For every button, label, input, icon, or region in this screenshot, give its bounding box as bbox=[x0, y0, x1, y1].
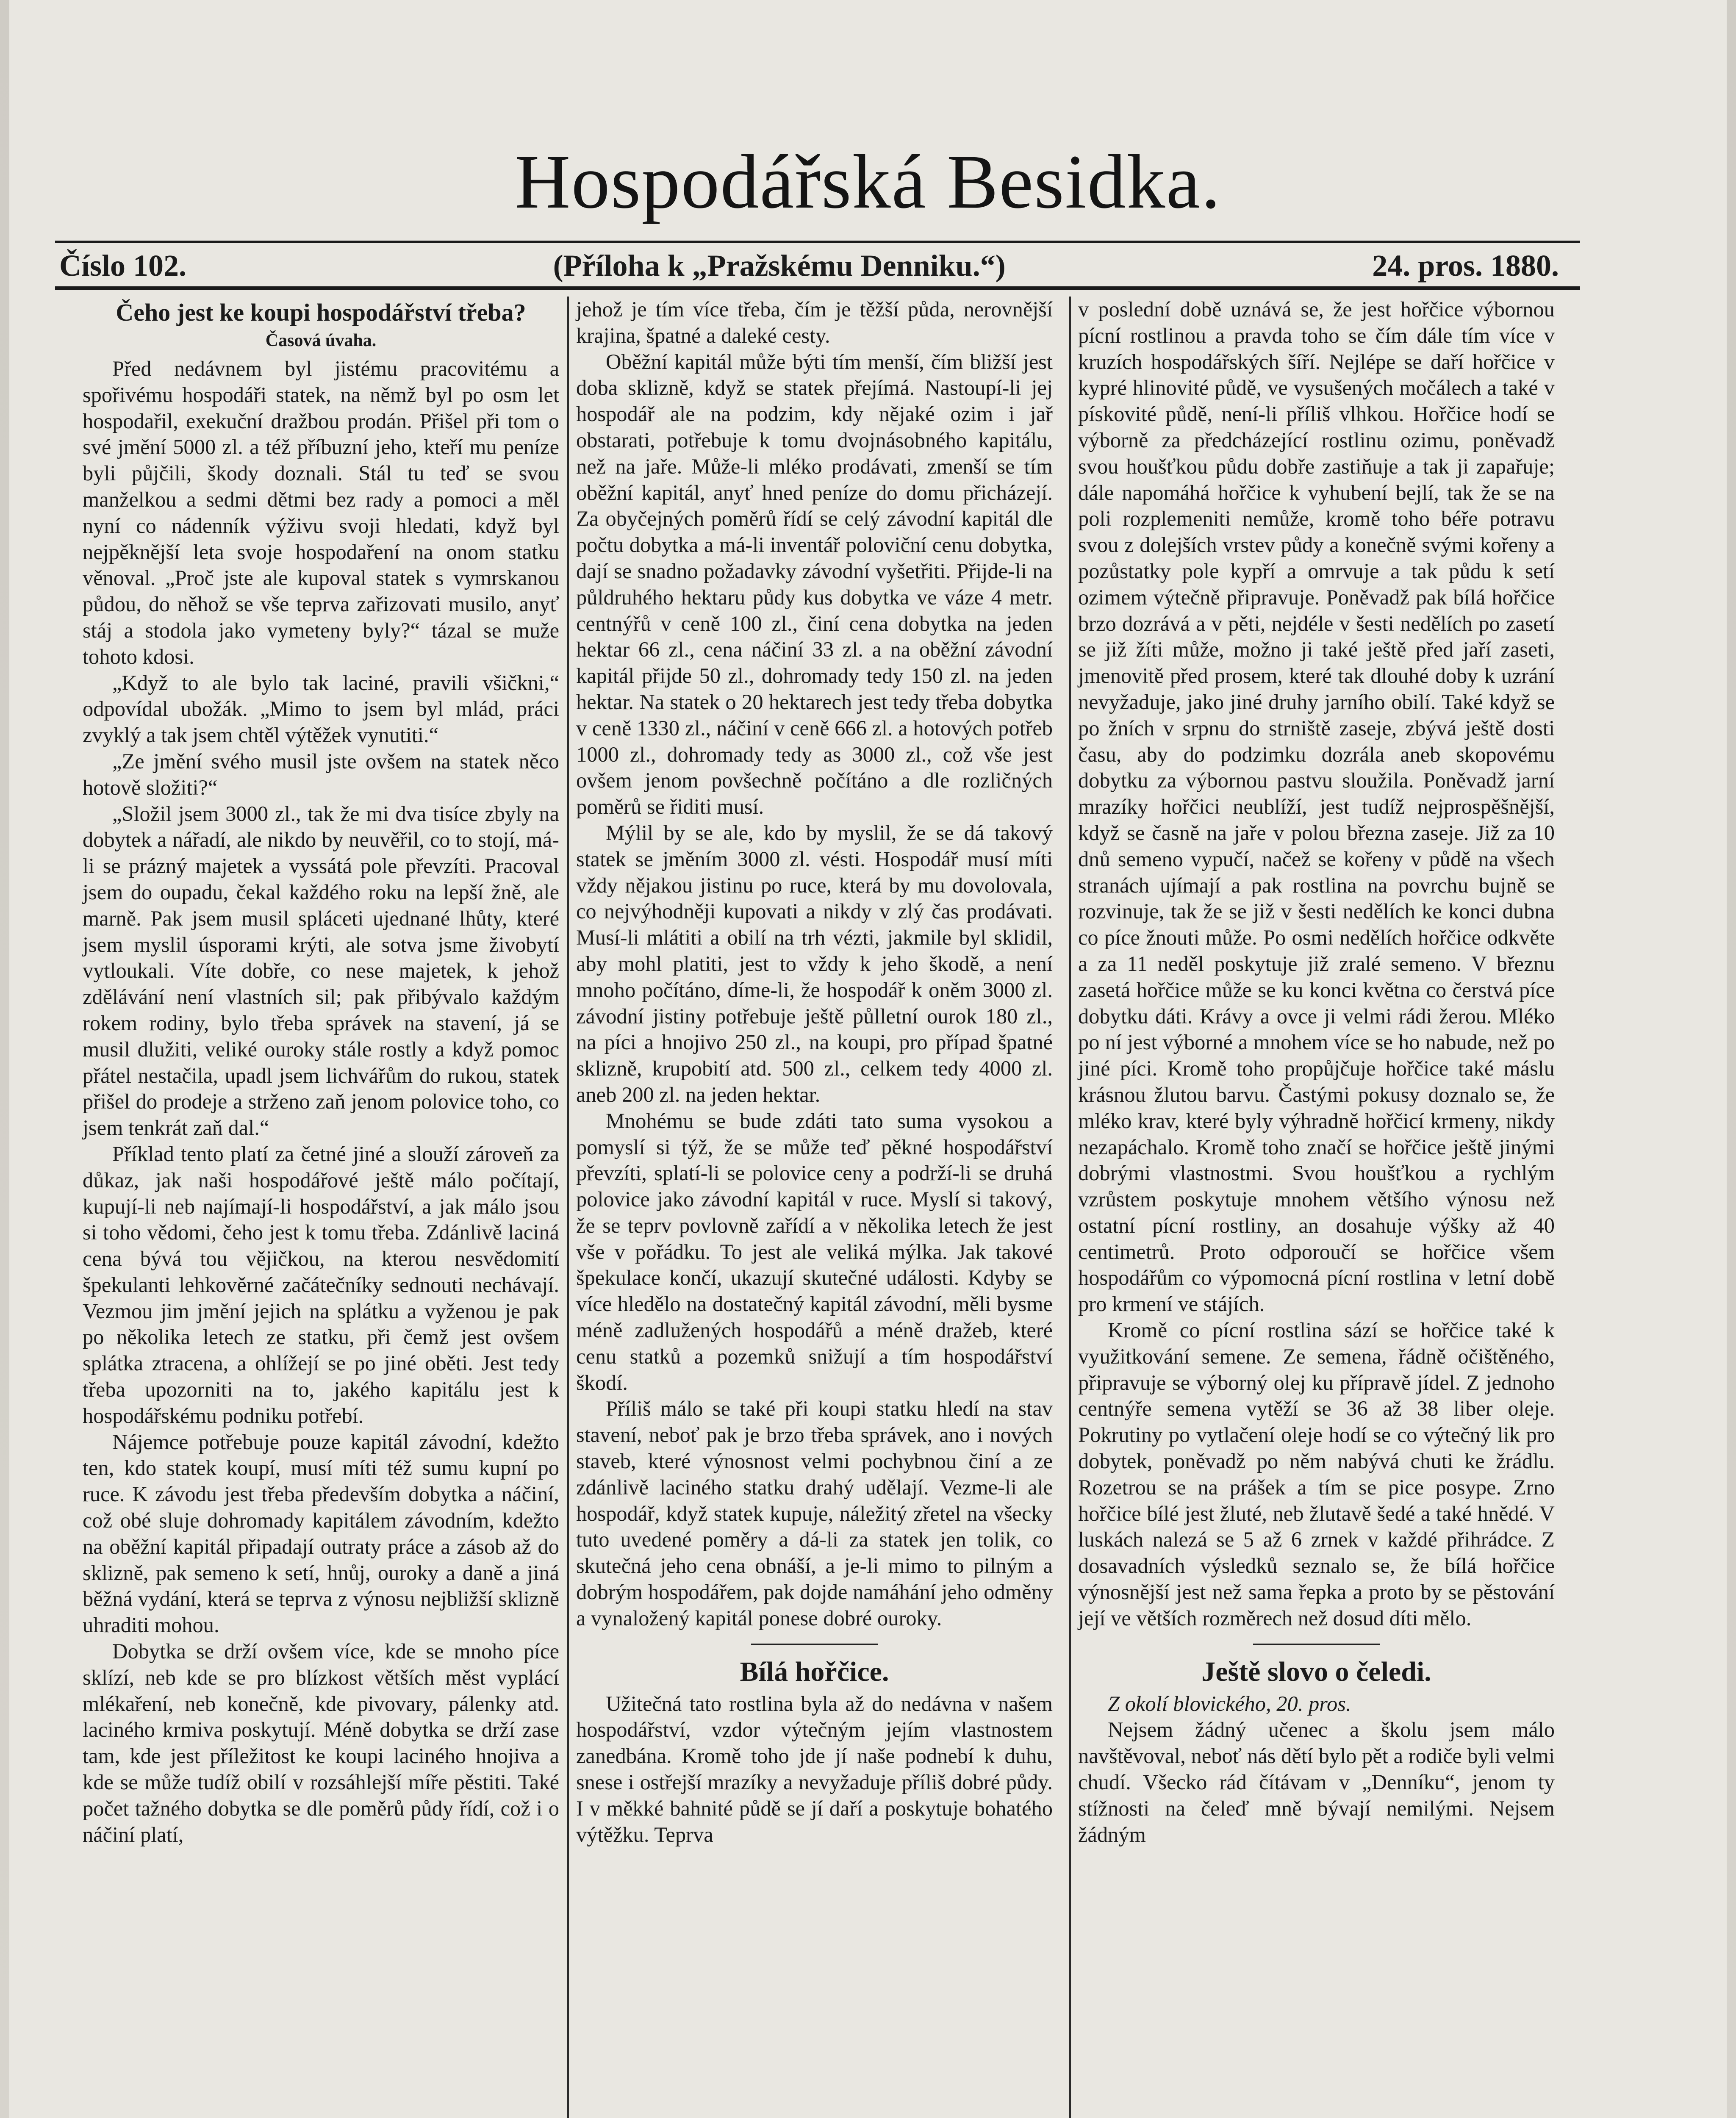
section-divider bbox=[1253, 1644, 1380, 1645]
paragraph: Nájemce potřebuje pouze kapitál závodní, kdežto ten, kdo statek koupí, musí míti též sumu kupní po ruce. K závodu jest třeba především dobytka a náčiní, což obé sluje dohromady kapitálem závodním, kdežto na oběžní kapitál připadají outraty práce a zásob až do sklizně, pak semeno k setí, hnůj, ouroky a daně a jiná běžná vydání, která se teprva z výnosu nejbližší sklizně uhraditi mohou. bbox=[83, 1430, 559, 1637]
dateline: Z okolí blovického, 20. pros. bbox=[1108, 1691, 1351, 1716]
issue-date: 24. pros. 1880. bbox=[1372, 248, 1559, 283]
column-1 bbox=[83, 297, 559, 1848]
masthead-title: Hospodářská Besidka. bbox=[515, 139, 1221, 225]
paragraph: „Složil jsem 3000 zl., tak že mi dva tisíce zbyly na dobytek a nářadí, ale nikdo by neuvěřil, co to stojí, má-li se prázný majetek a vyssátá pole převzíti. Pracoval jsem do oupadu, čekal každého roku na lepší žně, ale marně. Pak jsem musil spláceti ujednané lhůty, které jsem myslil úsporami krýti, ale sotva jsme živobytí vytloukali. Víte dobře, co nese majetek, k jehož zdělávání není vlastních sil; pak přibývalo každým rokem rodiny, bylo třeba správek na stavení, já se musil dlužiti, veliké ouroky stále rostly a když pomoc přátel nestačila, upadl jsem lichvářům do rukou, statek přišel do prodeje a strženo zaň jenom polovice toho, co jsem tenkrát zaň dal.“ bbox=[83, 801, 559, 1140]
paragraph: Mýlil by se ale, kdo by myslil, že se dá takový statek se jměním 3000 zl. vésti. Hospodář musí míti vždy nějakou jistinu po ruce, která by mu dovolovala, co nejvýhodněji kupovati a nikdy v zlý čas prodávati. Musí-li mlátiti a obilí na trh vézti, jakmile byl sklidil, aby mohl platiti, jest to vždy k jeho škodě, a není mnoho počítáno, díme-li, že hospodář k oněm 3000 zl. závodní jistiny potřebuje ještě půlletní ourok 180 zl., na píci a hnojivo 250 zl., na koupi, pro případ špatné sklizně, krupobití atd. 500 zl., celkem tedy 4000 zl. aneb 200 zl. na jeden hektar. bbox=[576, 821, 1053, 1106]
paragraph: Mnohému se bude zdáti tato suma vysokou a pomyslí si týž, že se může teď pěkné hospodářství převzíti, splatí-li se polovice ceny a podrží-li se druhá polovice jako závodní kapitál v ruce. Myslí si takový, že se teprv povlovně zařídí a v několika letech že jest vše v pořádku. To jest ale veliká mýlka. Jak takové špekulace končí, ukazují skutečné události. Kdyby se více hledělo na dostatečný kapitál závodní, měli bysme méně zadlužených hospodářů a méně dražeb, které cenu statků a pozemků snižují a tím hospodářství škodí. bbox=[576, 1109, 1053, 1394]
paragraph: Dobytka se drží ovšem více, kde se mnoho píce sklízí, neb kde se pro blízkost větších měst vyplácí mlékaření, neb konečně, kde pivovary, pálenky atd. laciného krmiva poskytují. Méně dobytka se drží zase tam, kde jest příležitost ke koupi laciného hnojiva a kde se může tudíž obilí v rozsáhlejší míře pěstiti. Také počet tažného dobytka se dle poměrů půdy řídí, což i o náčiní platí, bbox=[83, 1639, 559, 1846]
column-3 bbox=[1078, 297, 1555, 1848]
paragraph: Příklad tento platí za četné jiné a slouží zároveň za důkaz, jak naši hospodářové ještě málo počítají, kupují-li neb najímají-li hospodářství, a jak málo jsou si toho vědomi, čeho jest k tomu třeba. Zdánlivě laciná cena bývá tou vějičkou, na kterou nesvědomití špekulanti lehkověrné začátečníky sednouti nechávají. Vezmou jim jmění jejich na splátku a vyženou je pak po několika letech ze statku, při čemž jest ovšem splátka ztracena, a ohlížejí se po jiné oběti. Jest tedy třeba upozorniti na to, jakého kapitálu jest k hospodářskému podniku potřebí. bbox=[83, 1142, 559, 1428]
section-title: Ještě slovo o čeledi. bbox=[1201, 1656, 1431, 1687]
paragraph: Kromě co pícní rostlina sází se hořčice také k využitkování semene. Ze semena, řádně očištěného, připravuje se výborný olej ku přípravě jídel. Z jednoho centnýře semena vytěží se 36 až 38 liber oleje. Pokrutiny po vytlačení oleje hodí se co výtečný lik pro dobytek, poněvadž po něm nabývá chuti ke žrádlu. Rozetrou se na prášek a tím se pice posype. Zrno hořčice bílé jest žluté, neb žlutavě šedé a také hnědé. V luskách nalezá se 5 až 6 zrnek v každé přihrádce. Z dosavadních výsledků seznalo se, že bílá hořčice výnosnější jest než sama řepka a proto by se pěstování její ve větších rozměrech než dosud díti mělo. bbox=[1078, 1318, 1555, 1630]
column-2 bbox=[576, 297, 1053, 1848]
issue-info-line bbox=[59, 247, 1559, 285]
paragraph: Užitečná tato rostlina byla až do nedávna v našem hospodářství, vzdor výtečným jejím vlastnostem zanedbána. Kromě toho jde jí naše podnebí k duhu, snese i ostřejší mrazíky a nevyžaduje příliš dobré půdy. I v měkké bahnité půdě se jí daří a poskytuje bohatého výtěžku. Teprva bbox=[576, 1691, 1053, 1846]
page-left-edge bbox=[0, 0, 9, 2118]
section-title: Bílá hořčice. bbox=[740, 1656, 889, 1687]
paragraph: Nejsem žádný učenec a školu jsem málo navštěvoval, neboť nás dětí bylo pět a rodiče byli velmi chudí. Všecko rád čítávam v „Denníku“, jenom ty stížnosti na čeleď mně bývají nemilými. Nejsem žádným bbox=[1078, 1718, 1555, 1846]
paragraph: Oběžní kapitál může býti tím menší, čím bližší jest doba sklizně, když se statek přejímá. Nastoupí-li jej hospodář ale na podzim, kdy nějaké ozim i jař obstarati, potřebuje k tomu dvojnásobného kapitálu, než na jaře. Může-li mléko prodávati, zmenší se tím oběžní kapitál, anyť hned peníze do domu přicházejí. Za obyčejných poměrů řídí se celý závodní kapitál dle počtu dobytka a má-li inventář poloviční cenu dobytka, dají se snadno požadavky závodní vyšetřiti. Přijde-li na půldruhého hektaru půdy kus dobytka ve váze 4 metr. centnýřů v ceně 100 zl., činí cena dobytka na jeden hektar 66 zl., cena náčiní 33 zl. a na oběžní závodní kapitál přijde 50 zl., dohromady tedy 150 zl. na jeden hektar. Na statek o 20 hektarech jest tedy třeba dobytka v ceně 1330 zl., náčiní v ceně 666 zl. a hotových potřeb 1000 zl., dohromady tedy as 3000 zl., což vše jest ovšem jenom povšechně počítáno a dle rozličných poměrů se řiditi musí. bbox=[576, 349, 1053, 819]
paragraph: „Když to ale bylo tak laciné, pravili všičkni,“ odpovídal ubožák. „Mimo to jsem byl mlád, práci zvyklý a tak jsem chtěl výtěžek vynutiti.“ bbox=[83, 671, 559, 747]
page-right-edge bbox=[1727, 0, 1736, 2118]
supplement-note: (Příloha k „Pražskému Denniku.“) bbox=[553, 248, 1006, 283]
masthead-rule-bottom bbox=[55, 286, 1580, 290]
column-divider bbox=[567, 297, 569, 2118]
paragraph: „Ze jmění svého musil jste ovšem na statek něco hotově složiti?“ bbox=[83, 749, 559, 799]
article-subtitle: Časová úvaha. bbox=[265, 331, 377, 350]
column-divider bbox=[1069, 297, 1071, 2118]
masthead-rule-top bbox=[55, 241, 1580, 243]
paragraph: Příliš málo se také při koupi statku hledí na stav stavení, neboť pak je brzo třeba správek, ano i nových staveb, které výnosnost velmi pochybnou činí a ze zdánlivě laciného statku drahý udělají. Vezme-li ale hospodář, když statek kupuje, náležitý zřetel na všecky tuto uvedené poměry a dá-li za statek jen tolik, co skutečná jeho cena obnáší, a je-li mimo to pilným a dobrým hospodářem, pak dojde namáhání jeho odměny a vynaložený kapitál ponese dobré ouroky. bbox=[576, 1397, 1053, 1630]
paragraph: v poslední době uznává se, že jest hořčice výbornou pícní rostlinou a pravda toho se čím dále tím více v kruzích hospodářských šíří. Nejlépe se daří hořčice v kypré hlinovité půdě, ve vysušených močálech a také v pískovité půdě, není-li příliš vlhkou. Hořčice hodí se výborně za předcházející rostlinu ozimu, poněvadž svou houšťkou půdu dobře zastiňuje a tak ji zapařuje; dále napomáhá hořčice k vyhubení bejlí, tak že se na poli rozplemeniti nemůže, kromě toho béře potravu svou z dolejších vrstev půdy a konečně svými kořeny a pozůstatky pole kypří a omrvuje a tak půdu k setí ozimem výtečně připravuje. Poněvadž pak bílá hořčice brzo dozrává a v pěti, nejdéle v šesti nedělích po zasetí se již žíti může, možno ji také ještě před jaří zaseti, jmenovitě před prosem, které tak dlouhé doby k uzrání nevyžaduje, jako jiné druhy jarního obilí. Také když se po žních v srpnu do strniště zaseje, zbývá ještě dosti času, aby do podzimku dozrála aneb skopovému dobytku za výbornou pastvu sloužila. Poněvadž jarní mrazíky hořčici neublíží, jest tudíž nejprospěšnější, když se časně na jaře v polou března zaseje. Již za 10 dnů semeno vypučí, načež se kořeny v půdě na všech stranách ujímají a pak rostlina na povrchu bujně se rozvinuje, tak že se již v šesti nedělích ke konci dubna co píce žnouti může. Po osmi nedělích hořčice odkvěte a za 11 neděl poskytuje již zralé semeno. V březnu zasetá hořčice může se ku konci května co čerstvá píce dobytku dáti. Krávy a ovce ji velmi rádi žerou. Mléko po ní jest výborné a mnohem více se ho nabude, než po jiné píci. Kromě toho propůjčuje hořčice také máslu krásnou žlutou barvu. Častými pokusy doznalo se, že mléko krav, které byly výhradně hořčicí krmeny, nikdy nezapáchalo. Kromě toho značí se hořčice ještě jinými dobrými vlastnostmi. Svou houšťkou a rychlým vzrůstem poskytuje mnohem většího výnosu než ostatní pícní rostliny, an dosahuje výšky až 40 centimetrů. Proto odporoučí se hořčice všem hospodářům co výpomocná pícní rostlina v letní době pro krmení ve stájích. bbox=[1078, 297, 1555, 1316]
paragraph: jehož je tím více třeba, čím je těžší půda, nerovnější krajina, špatné a daleké cesty. bbox=[576, 297, 1053, 347]
article-title: Čeho jest ke koupi hospodářství třeba? bbox=[116, 299, 526, 326]
section-divider bbox=[751, 1644, 878, 1645]
paragraph: Před nedávnem byl jistému pracovitému a spořivému hospodáři statek, na němž byl po osm let hospodařil, exekuční dražbou prodán. Přišel při tom o své jmění 5000 zl. a též příbuzní jeho, kteří mu peníze byli půjčili, škody doznali. Stál tu teď se svou manželkou a sedmi dětmi bez rady a pomoci a měl nyní co nádenník výživu svoji hledati, když byl nejpěknější leta svoje hospodaření na onom statku věnoval. „Proč jste ale kupoval statek s vymrskanou půdou, do něhož se vše teprva zařizovati musilo, anyť stáj a stodola jako vymeteny byly?“ tázal se muže tohoto kdosi. bbox=[83, 357, 559, 668]
issue-number: Číslo 102. bbox=[59, 248, 187, 283]
